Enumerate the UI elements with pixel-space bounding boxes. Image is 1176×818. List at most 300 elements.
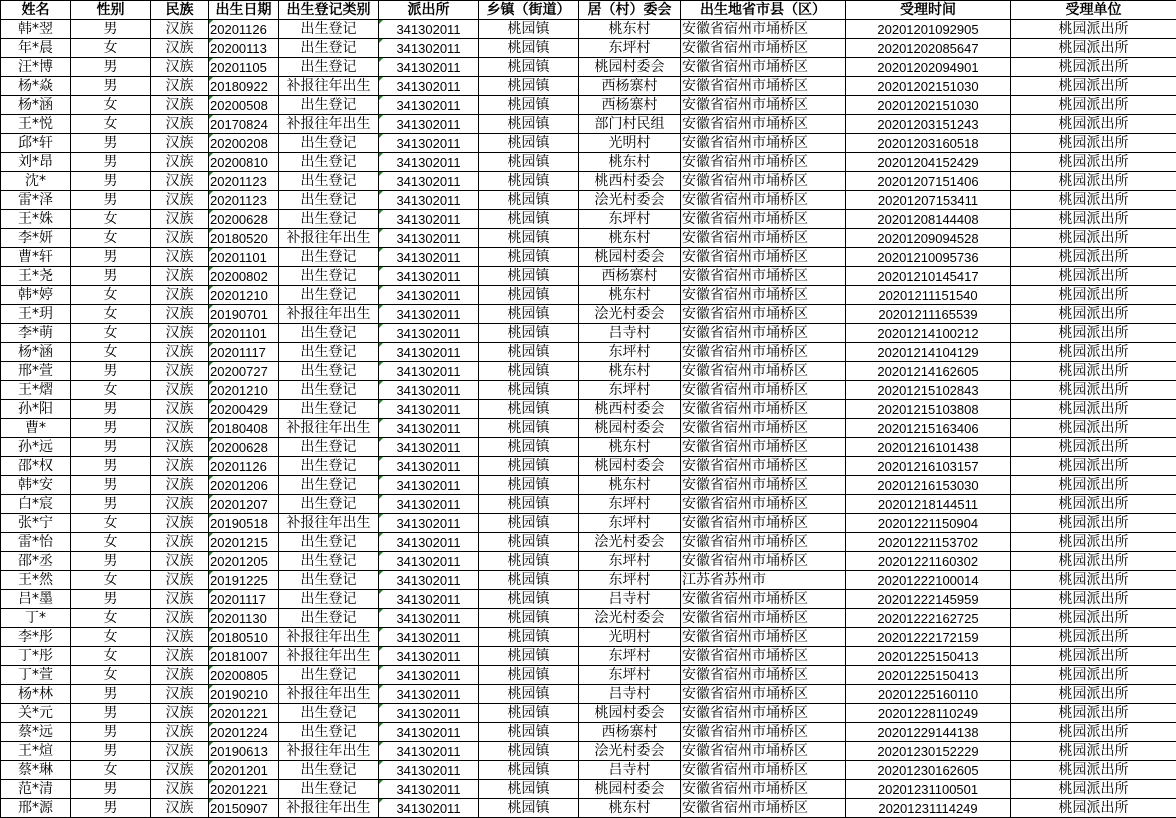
cell-birthplace[interactable]: 安徽省宿州市埇桥区 bbox=[681, 647, 846, 666]
cell-accept-unit[interactable]: 桃园派出所 bbox=[1011, 495, 1176, 514]
cell-accept-time[interactable]: 20201225160110 bbox=[846, 685, 1011, 704]
cell-birth-date[interactable]: 20201126 bbox=[209, 457, 279, 476]
cell-registration-type[interactable]: 补报往年出生 bbox=[279, 229, 379, 248]
cell-name[interactable]: 王*悦 bbox=[1, 115, 71, 134]
cell-accept-unit[interactable]: 桃园派出所 bbox=[1011, 381, 1176, 400]
cell-village-committee[interactable]: 西杨寨村 bbox=[579, 267, 681, 286]
cell-township[interactable]: 桃园镇 bbox=[479, 609, 579, 628]
cell-village-committee[interactable]: 光明村 bbox=[579, 628, 681, 647]
cell-accept-unit[interactable]: 桃园派出所 bbox=[1011, 153, 1176, 172]
cell-birth-date[interactable]: 20190210 bbox=[209, 685, 279, 704]
cell-ethnicity[interactable]: 汉族 bbox=[151, 210, 209, 229]
cell-name[interactable]: 王*煊 bbox=[1, 742, 71, 761]
cell-accept-unit[interactable]: 桃园派出所 bbox=[1011, 761, 1176, 780]
cell-birthplace[interactable]: 安徽省宿州市埇桥区 bbox=[681, 96, 846, 115]
cell-township[interactable]: 桃园镇 bbox=[479, 799, 579, 818]
cell-police-station[interactable]: 341302011 bbox=[379, 742, 479, 761]
cell-gender[interactable]: 女 bbox=[71, 210, 151, 229]
header-police-station[interactable]: 派出所 bbox=[379, 1, 479, 20]
cell-accept-time[interactable]: 20201203160518 bbox=[846, 134, 1011, 153]
cell-ethnicity[interactable]: 汉族 bbox=[151, 229, 209, 248]
cell-township[interactable]: 桃园镇 bbox=[479, 172, 579, 191]
cell-registration-type[interactable]: 出生登记 bbox=[279, 495, 379, 514]
cell-accept-unit[interactable]: 桃园派出所 bbox=[1011, 723, 1176, 742]
cell-village-committee[interactable]: 吕寺村 bbox=[579, 590, 681, 609]
cell-ethnicity[interactable]: 汉族 bbox=[151, 609, 209, 628]
cell-accept-unit[interactable]: 桃园派出所 bbox=[1011, 210, 1176, 229]
cell-accept-unit[interactable]: 桃园派出所 bbox=[1011, 533, 1176, 552]
cell-accept-time[interactable]: 20201208144408 bbox=[846, 210, 1011, 229]
cell-accept-unit[interactable]: 桃园派出所 bbox=[1011, 419, 1176, 438]
cell-birth-date[interactable]: 20201123 bbox=[209, 191, 279, 210]
cell-village-committee[interactable]: 桃园村委会 bbox=[579, 419, 681, 438]
cell-police-station[interactable]: 341302011 bbox=[379, 761, 479, 780]
cell-registration-type[interactable]: 出生登记 bbox=[279, 58, 379, 77]
cell-birthplace[interactable]: 安徽省宿州市埇桥区 bbox=[681, 723, 846, 742]
cell-birth-date[interactable]: 20201105 bbox=[209, 58, 279, 77]
cell-accept-time[interactable]: 20201211165539 bbox=[846, 305, 1011, 324]
cell-registration-type[interactable]: 补报往年出生 bbox=[279, 742, 379, 761]
cell-township[interactable]: 桃园镇 bbox=[479, 704, 579, 723]
cell-police-station[interactable]: 341302011 bbox=[379, 305, 479, 324]
cell-birthplace[interactable]: 安徽省宿州市埇桥区 bbox=[681, 191, 846, 210]
cell-accept-unit[interactable]: 桃园派出所 bbox=[1011, 685, 1176, 704]
cell-accept-unit[interactable]: 桃园派出所 bbox=[1011, 77, 1176, 96]
cell-village-committee[interactable]: 吕寺村 bbox=[579, 685, 681, 704]
cell-police-station[interactable]: 341302011 bbox=[379, 457, 479, 476]
cell-birthplace[interactable]: 安徽省宿州市埇桥区 bbox=[681, 476, 846, 495]
cell-name[interactable]: 雷*泽 bbox=[1, 191, 71, 210]
cell-birth-date[interactable]: 20200628 bbox=[209, 210, 279, 229]
cell-registration-type[interactable]: 补报往年出生 bbox=[279, 685, 379, 704]
cell-police-station[interactable]: 341302011 bbox=[379, 609, 479, 628]
cell-gender[interactable]: 男 bbox=[71, 153, 151, 172]
cell-village-committee[interactable]: 桃东村 bbox=[579, 286, 681, 305]
cell-ethnicity[interactable]: 汉族 bbox=[151, 77, 209, 96]
cell-police-station[interactable]: 341302011 bbox=[379, 324, 479, 343]
cell-village-committee[interactable]: 东坪村 bbox=[579, 552, 681, 571]
cell-police-station[interactable]: 341302011 bbox=[379, 248, 479, 267]
cell-registration-type[interactable]: 出生登记 bbox=[279, 381, 379, 400]
cell-name[interactable]: 丁*彤 bbox=[1, 647, 71, 666]
cell-accept-unit[interactable]: 桃园派出所 bbox=[1011, 742, 1176, 761]
cell-accept-time[interactable]: 20201221150904 bbox=[846, 514, 1011, 533]
cell-birthplace[interactable]: 江苏省苏州市 bbox=[681, 571, 846, 590]
cell-name[interactable]: 孙*阳 bbox=[1, 400, 71, 419]
cell-birthplace[interactable]: 安徽省宿州市埇桥区 bbox=[681, 172, 846, 191]
cell-birth-date[interactable]: 20200628 bbox=[209, 438, 279, 457]
cell-village-committee[interactable]: 东坪村 bbox=[579, 647, 681, 666]
cell-accept-time[interactable]: 20201202151030 bbox=[846, 96, 1011, 115]
cell-registration-type[interactable]: 出生登记 bbox=[279, 438, 379, 457]
cell-village-committee[interactable]: 桃西村委会 bbox=[579, 172, 681, 191]
cell-accept-unit[interactable]: 桃园派出所 bbox=[1011, 362, 1176, 381]
cell-village-committee[interactable]: 桃东村 bbox=[579, 229, 681, 248]
cell-birthplace[interactable]: 安徽省宿州市埇桥区 bbox=[681, 590, 846, 609]
cell-registration-type[interactable]: 出生登记 bbox=[279, 343, 379, 362]
cell-name[interactable]: 关*元 bbox=[1, 704, 71, 723]
cell-village-committee[interactable]: 东坪村 bbox=[579, 495, 681, 514]
cell-police-station[interactable]: 341302011 bbox=[379, 780, 479, 799]
cell-police-station[interactable]: 341302011 bbox=[379, 191, 479, 210]
cell-ethnicity[interactable]: 汉族 bbox=[151, 666, 209, 685]
cell-registration-type[interactable]: 补报往年出生 bbox=[279, 799, 379, 818]
cell-accept-time[interactable]: 20201207151406 bbox=[846, 172, 1011, 191]
cell-accept-time[interactable]: 20201204152429 bbox=[846, 153, 1011, 172]
cell-gender[interactable]: 女 bbox=[71, 381, 151, 400]
cell-name[interactable]: 邵*丞 bbox=[1, 552, 71, 571]
cell-name[interactable]: 邢*源 bbox=[1, 799, 71, 818]
cell-township[interactable]: 桃园镇 bbox=[479, 590, 579, 609]
cell-police-station[interactable]: 341302011 bbox=[379, 77, 479, 96]
cell-ethnicity[interactable]: 汉族 bbox=[151, 58, 209, 77]
cell-village-committee[interactable]: 桃园村委会 bbox=[579, 58, 681, 77]
cell-police-station[interactable]: 341302011 bbox=[379, 628, 479, 647]
cell-accept-unit[interactable]: 桃园派出所 bbox=[1011, 324, 1176, 343]
cell-township[interactable]: 桃园镇 bbox=[479, 20, 579, 39]
cell-name[interactable]: 杨*林 bbox=[1, 685, 71, 704]
cell-registration-type[interactable]: 出生登记 bbox=[279, 761, 379, 780]
cell-police-station[interactable]: 341302011 bbox=[379, 666, 479, 685]
cell-accept-time[interactable]: 20201222145959 bbox=[846, 590, 1011, 609]
cell-name[interactable]: 王*姝 bbox=[1, 210, 71, 229]
cell-ethnicity[interactable]: 汉族 bbox=[151, 742, 209, 761]
cell-gender[interactable]: 男 bbox=[71, 552, 151, 571]
cell-registration-type[interactable]: 出生登记 bbox=[279, 723, 379, 742]
cell-accept-unit[interactable]: 桃园派出所 bbox=[1011, 267, 1176, 286]
cell-gender[interactable]: 女 bbox=[71, 647, 151, 666]
cell-registration-type[interactable]: 出生登记 bbox=[279, 533, 379, 552]
cell-birth-date[interactable]: 20181007 bbox=[209, 647, 279, 666]
cell-village-committee[interactable]: 浍光村委会 bbox=[579, 191, 681, 210]
cell-gender[interactable]: 男 bbox=[71, 400, 151, 419]
cell-gender[interactable]: 女 bbox=[71, 286, 151, 305]
cell-name[interactable]: 范*清 bbox=[1, 780, 71, 799]
cell-birthplace[interactable]: 安徽省宿州市埇桥区 bbox=[681, 381, 846, 400]
cell-accept-unit[interactable]: 桃园派出所 bbox=[1011, 647, 1176, 666]
cell-township[interactable]: 桃园镇 bbox=[479, 267, 579, 286]
cell-village-committee[interactable]: 桃东村 bbox=[579, 153, 681, 172]
cell-village-committee[interactable]: 浍光村委会 bbox=[579, 609, 681, 628]
cell-police-station[interactable]: 341302011 bbox=[379, 685, 479, 704]
cell-accept-unit[interactable]: 桃园派出所 bbox=[1011, 191, 1176, 210]
cell-ethnicity[interactable]: 汉族 bbox=[151, 362, 209, 381]
cell-birth-date[interactable]: 20180520 bbox=[209, 229, 279, 248]
cell-name[interactable]: 杨*焱 bbox=[1, 77, 71, 96]
cell-name[interactable]: 李*妍 bbox=[1, 229, 71, 248]
cell-village-committee[interactable]: 桃东村 bbox=[579, 362, 681, 381]
cell-gender[interactable]: 男 bbox=[71, 685, 151, 704]
cell-police-station[interactable]: 341302011 bbox=[379, 96, 479, 115]
cell-birth-date[interactable]: 20201117 bbox=[209, 590, 279, 609]
cell-township[interactable]: 桃园镇 bbox=[479, 134, 579, 153]
cell-birth-date[interactable]: 20190613 bbox=[209, 742, 279, 761]
cell-police-station[interactable]: 341302011 bbox=[379, 476, 479, 495]
cell-birth-date[interactable]: 20201126 bbox=[209, 20, 279, 39]
cell-township[interactable]: 桃园镇 bbox=[479, 39, 579, 58]
cell-name[interactable]: 丁* bbox=[1, 609, 71, 628]
cell-accept-time[interactable]: 20201211151540 bbox=[846, 286, 1011, 305]
cell-village-committee[interactable]: 浍光村委会 bbox=[579, 305, 681, 324]
header-birth-date[interactable]: 出生日期 bbox=[209, 1, 279, 20]
cell-name[interactable]: 邱*轩 bbox=[1, 134, 71, 153]
cell-police-station[interactable]: 341302011 bbox=[379, 115, 479, 134]
cell-birth-date[interactable]: 20201224 bbox=[209, 723, 279, 742]
cell-township[interactable]: 桃园镇 bbox=[479, 153, 579, 172]
cell-name[interactable]: 曹* bbox=[1, 419, 71, 438]
cell-village-committee[interactable]: 东坪村 bbox=[579, 666, 681, 685]
cell-accept-unit[interactable]: 桃园派出所 bbox=[1011, 590, 1176, 609]
cell-accept-time[interactable]: 20201202151030 bbox=[846, 77, 1011, 96]
cell-village-committee[interactable]: 桃东村 bbox=[579, 476, 681, 495]
cell-accept-time[interactable]: 20201214100212 bbox=[846, 324, 1011, 343]
cell-registration-type[interactable]: 出生登记 bbox=[279, 153, 379, 172]
cell-birthplace[interactable]: 安徽省宿州市埇桥区 bbox=[681, 457, 846, 476]
cell-accept-unit[interactable]: 桃园派出所 bbox=[1011, 457, 1176, 476]
cell-gender[interactable]: 男 bbox=[71, 457, 151, 476]
cell-accept-time[interactable]: 20201222162725 bbox=[846, 609, 1011, 628]
cell-registration-type[interactable]: 补报往年出生 bbox=[279, 419, 379, 438]
cell-birth-date[interactable]: 20201221 bbox=[209, 780, 279, 799]
cell-ethnicity[interactable]: 汉族 bbox=[151, 780, 209, 799]
cell-township[interactable]: 桃园镇 bbox=[479, 77, 579, 96]
cell-gender[interactable]: 男 bbox=[71, 248, 151, 267]
cell-registration-type[interactable]: 补报往年出生 bbox=[279, 305, 379, 324]
cell-registration-type[interactable]: 出生登记 bbox=[279, 191, 379, 210]
cell-name[interactable]: 吕*墨 bbox=[1, 590, 71, 609]
cell-name[interactable]: 丁*萱 bbox=[1, 666, 71, 685]
cell-name[interactable]: 王*玥 bbox=[1, 305, 71, 324]
cell-birth-date[interactable]: 20200113 bbox=[209, 39, 279, 58]
cell-registration-type[interactable]: 出生登记 bbox=[279, 590, 379, 609]
cell-accept-unit[interactable]: 桃园派出所 bbox=[1011, 305, 1176, 324]
cell-village-committee[interactable]: 浍光村委会 bbox=[579, 533, 681, 552]
cell-accept-time[interactable]: 20201215102843 bbox=[846, 381, 1011, 400]
cell-birth-date[interactable]: 20190701 bbox=[209, 305, 279, 324]
cell-accept-unit[interactable]: 桃园派出所 bbox=[1011, 58, 1176, 77]
header-name[interactable]: 姓名 bbox=[1, 1, 71, 20]
cell-birthplace[interactable]: 安徽省宿州市埇桥区 bbox=[681, 780, 846, 799]
cell-police-station[interactable]: 341302011 bbox=[379, 799, 479, 818]
cell-village-committee[interactable]: 吕寺村 bbox=[579, 324, 681, 343]
cell-birthplace[interactable]: 安徽省宿州市埇桥区 bbox=[681, 514, 846, 533]
cell-registration-type[interactable]: 出生登记 bbox=[279, 248, 379, 267]
cell-gender[interactable]: 女 bbox=[71, 609, 151, 628]
cell-accept-time[interactable]: 20201202094901 bbox=[846, 58, 1011, 77]
cell-accept-time[interactable]: 20201225150413 bbox=[846, 647, 1011, 666]
cell-accept-unit[interactable]: 桃园派出所 bbox=[1011, 609, 1176, 628]
header-registration-type[interactable]: 出生登记类别 bbox=[279, 1, 379, 20]
cell-township[interactable]: 桃园镇 bbox=[479, 647, 579, 666]
cell-township[interactable]: 桃园镇 bbox=[479, 552, 579, 571]
cell-birth-date[interactable]: 20180408 bbox=[209, 419, 279, 438]
cell-ethnicity[interactable]: 汉族 bbox=[151, 533, 209, 552]
header-gender[interactable]: 性别 bbox=[71, 1, 151, 20]
cell-registration-type[interactable]: 补报往年出生 bbox=[279, 514, 379, 533]
cell-birth-date[interactable]: 20201101 bbox=[209, 248, 279, 267]
cell-township[interactable]: 桃园镇 bbox=[479, 571, 579, 590]
cell-accept-unit[interactable]: 桃园派出所 bbox=[1011, 571, 1176, 590]
cell-registration-type[interactable]: 出生登记 bbox=[279, 400, 379, 419]
cell-police-station[interactable]: 341302011 bbox=[379, 362, 479, 381]
cell-village-committee[interactable]: 西杨寨村 bbox=[579, 77, 681, 96]
cell-gender[interactable]: 男 bbox=[71, 267, 151, 286]
cell-name[interactable]: 雷*怡 bbox=[1, 533, 71, 552]
cell-gender[interactable]: 女 bbox=[71, 666, 151, 685]
cell-name[interactable]: 王*然 bbox=[1, 571, 71, 590]
cell-gender[interactable]: 男 bbox=[71, 20, 151, 39]
cell-name[interactable]: 张*宁 bbox=[1, 514, 71, 533]
cell-registration-type[interactable]: 出生登记 bbox=[279, 267, 379, 286]
cell-birthplace[interactable]: 安徽省宿州市埇桥区 bbox=[681, 400, 846, 419]
cell-name[interactable]: 王*熠 bbox=[1, 381, 71, 400]
cell-township[interactable]: 桃园镇 bbox=[479, 58, 579, 77]
cell-accept-time[interactable]: 20201221160302 bbox=[846, 552, 1011, 571]
cell-gender[interactable]: 女 bbox=[71, 761, 151, 780]
cell-registration-type[interactable]: 补报往年出生 bbox=[279, 628, 379, 647]
cell-birthplace[interactable]: 安徽省宿州市埇桥区 bbox=[681, 248, 846, 267]
cell-gender[interactable]: 男 bbox=[71, 590, 151, 609]
cell-birthplace[interactable]: 安徽省宿州市埇桥区 bbox=[681, 229, 846, 248]
cell-accept-time[interactable]: 20201207153411 bbox=[846, 191, 1011, 210]
cell-birthplace[interactable]: 安徽省宿州市埇桥区 bbox=[681, 305, 846, 324]
cell-birthplace[interactable]: 安徽省宿州市埇桥区 bbox=[681, 552, 846, 571]
cell-registration-type[interactable]: 出生登记 bbox=[279, 286, 379, 305]
cell-village-committee[interactable]: 吕寺村 bbox=[579, 761, 681, 780]
cell-village-committee[interactable]: 浍光村委会 bbox=[579, 742, 681, 761]
cell-gender[interactable]: 女 bbox=[71, 571, 151, 590]
cell-accept-time[interactable]: 20201230152229 bbox=[846, 742, 1011, 761]
cell-ethnicity[interactable]: 汉族 bbox=[151, 134, 209, 153]
cell-accept-unit[interactable]: 桃园派出所 bbox=[1011, 514, 1176, 533]
cell-gender[interactable]: 男 bbox=[71, 438, 151, 457]
cell-accept-time[interactable]: 20201214162605 bbox=[846, 362, 1011, 381]
cell-accept-unit[interactable]: 桃园派出所 bbox=[1011, 134, 1176, 153]
cell-gender[interactable]: 女 bbox=[71, 343, 151, 362]
cell-name[interactable]: 孙*远 bbox=[1, 438, 71, 457]
cell-ethnicity[interactable]: 汉族 bbox=[151, 343, 209, 362]
cell-police-station[interactable]: 341302011 bbox=[379, 20, 479, 39]
cell-ethnicity[interactable]: 汉族 bbox=[151, 419, 209, 438]
cell-birthplace[interactable]: 安徽省宿州市埇桥区 bbox=[681, 115, 846, 134]
cell-gender[interactable]: 男 bbox=[71, 799, 151, 818]
header-accept-time[interactable]: 受理时间 bbox=[846, 1, 1011, 20]
cell-birth-date[interactable]: 20201117 bbox=[209, 343, 279, 362]
cell-gender[interactable]: 女 bbox=[71, 628, 151, 647]
cell-ethnicity[interactable]: 汉族 bbox=[151, 191, 209, 210]
cell-police-station[interactable]: 341302011 bbox=[379, 39, 479, 58]
cell-accept-time[interactable]: 20201222100014 bbox=[846, 571, 1011, 590]
cell-birthplace[interactable]: 安徽省宿州市埇桥区 bbox=[681, 58, 846, 77]
cell-accept-unit[interactable]: 桃园派出所 bbox=[1011, 400, 1176, 419]
cell-gender[interactable]: 男 bbox=[71, 191, 151, 210]
cell-police-station[interactable]: 341302011 bbox=[379, 172, 479, 191]
cell-township[interactable]: 桃园镇 bbox=[479, 723, 579, 742]
cell-township[interactable]: 桃园镇 bbox=[479, 362, 579, 381]
cell-township[interactable]: 桃园镇 bbox=[479, 457, 579, 476]
cell-police-station[interactable]: 341302011 bbox=[379, 533, 479, 552]
cell-accept-time[interactable]: 20201209094528 bbox=[846, 229, 1011, 248]
cell-accept-unit[interactable]: 桃园派出所 bbox=[1011, 799, 1176, 818]
cell-accept-time[interactable]: 20201203151243 bbox=[846, 115, 1011, 134]
cell-township[interactable]: 桃园镇 bbox=[479, 685, 579, 704]
cell-village-committee[interactable]: 东坪村 bbox=[579, 210, 681, 229]
cell-birth-date[interactable]: 20180510 bbox=[209, 628, 279, 647]
cell-registration-type[interactable]: 出生登记 bbox=[279, 210, 379, 229]
cell-gender[interactable]: 女 bbox=[71, 514, 151, 533]
cell-ethnicity[interactable]: 汉族 bbox=[151, 799, 209, 818]
cell-gender[interactable]: 女 bbox=[71, 533, 151, 552]
cell-accept-unit[interactable]: 桃园派出所 bbox=[1011, 172, 1176, 191]
cell-village-committee[interactable]: 东坪村 bbox=[579, 343, 681, 362]
cell-ethnicity[interactable]: 汉族 bbox=[151, 685, 209, 704]
cell-township[interactable]: 桃园镇 bbox=[479, 115, 579, 134]
cell-ethnicity[interactable]: 汉族 bbox=[151, 248, 209, 267]
cell-township[interactable]: 桃园镇 bbox=[479, 666, 579, 685]
cell-gender[interactable]: 女 bbox=[71, 115, 151, 134]
cell-birthplace[interactable]: 安徽省宿州市埇桥区 bbox=[681, 39, 846, 58]
cell-accept-time[interactable]: 20201229144138 bbox=[846, 723, 1011, 742]
cell-township[interactable]: 桃园镇 bbox=[479, 438, 579, 457]
cell-birth-date[interactable]: 20201201 bbox=[209, 761, 279, 780]
cell-police-station[interactable]: 341302011 bbox=[379, 134, 479, 153]
cell-birth-date[interactable]: 20200805 bbox=[209, 666, 279, 685]
cell-accept-time[interactable]: 20201210095736 bbox=[846, 248, 1011, 267]
cell-township[interactable]: 桃园镇 bbox=[479, 381, 579, 400]
cell-ethnicity[interactable]: 汉族 bbox=[151, 457, 209, 476]
cell-township[interactable]: 桃园镇 bbox=[479, 761, 579, 780]
cell-township[interactable]: 桃园镇 bbox=[479, 343, 579, 362]
cell-township[interactable]: 桃园镇 bbox=[479, 514, 579, 533]
cell-name[interactable]: 刘*昂 bbox=[1, 153, 71, 172]
cell-name[interactable]: 李*萌 bbox=[1, 324, 71, 343]
cell-village-committee[interactable]: 桃园村委会 bbox=[579, 780, 681, 799]
cell-accept-unit[interactable]: 桃园派出所 bbox=[1011, 115, 1176, 134]
cell-birth-date[interactable]: 20200802 bbox=[209, 267, 279, 286]
cell-township[interactable]: 桃园镇 bbox=[479, 324, 579, 343]
cell-name[interactable]: 蔡*远 bbox=[1, 723, 71, 742]
cell-accept-unit[interactable]: 桃园派出所 bbox=[1011, 96, 1176, 115]
cell-accept-time[interactable]: 20201231114249 bbox=[846, 799, 1011, 818]
cell-ethnicity[interactable]: 汉族 bbox=[151, 267, 209, 286]
cell-birthplace[interactable]: 安徽省宿州市埇桥区 bbox=[681, 286, 846, 305]
cell-birth-date[interactable]: 20201205 bbox=[209, 552, 279, 571]
cell-gender[interactable]: 男 bbox=[71, 77, 151, 96]
cell-birth-date[interactable]: 20200208 bbox=[209, 134, 279, 153]
cell-accept-unit[interactable]: 桃园派出所 bbox=[1011, 39, 1176, 58]
cell-accept-time[interactable]: 20201231100501 bbox=[846, 780, 1011, 799]
cell-registration-type[interactable]: 出生登记 bbox=[279, 39, 379, 58]
cell-gender[interactable]: 男 bbox=[71, 476, 151, 495]
cell-birthplace[interactable]: 安徽省宿州市埇桥区 bbox=[681, 419, 846, 438]
cell-gender[interactable]: 女 bbox=[71, 324, 151, 343]
cell-accept-time[interactable]: 20201210145417 bbox=[846, 267, 1011, 286]
cell-accept-time[interactable]: 20201201092905 bbox=[846, 20, 1011, 39]
cell-birthplace[interactable]: 安徽省宿州市埇桥区 bbox=[681, 324, 846, 343]
cell-ethnicity[interactable]: 汉族 bbox=[151, 381, 209, 400]
cell-accept-time[interactable]: 20201225150413 bbox=[846, 666, 1011, 685]
cell-ethnicity[interactable]: 汉族 bbox=[151, 400, 209, 419]
cell-police-station[interactable]: 341302011 bbox=[379, 419, 479, 438]
cell-village-committee[interactable]: 桃东村 bbox=[579, 20, 681, 39]
cell-accept-time[interactable]: 20201215163406 bbox=[846, 419, 1011, 438]
cell-birth-date[interactable]: 20200810 bbox=[209, 153, 279, 172]
cell-birth-date[interactable]: 20180922 bbox=[209, 77, 279, 96]
cell-township[interactable]: 桃园镇 bbox=[479, 210, 579, 229]
cell-police-station[interactable]: 341302011 bbox=[379, 571, 479, 590]
cell-accept-time[interactable]: 20201202085647 bbox=[846, 39, 1011, 58]
cell-birth-date[interactable]: 20201221 bbox=[209, 704, 279, 723]
